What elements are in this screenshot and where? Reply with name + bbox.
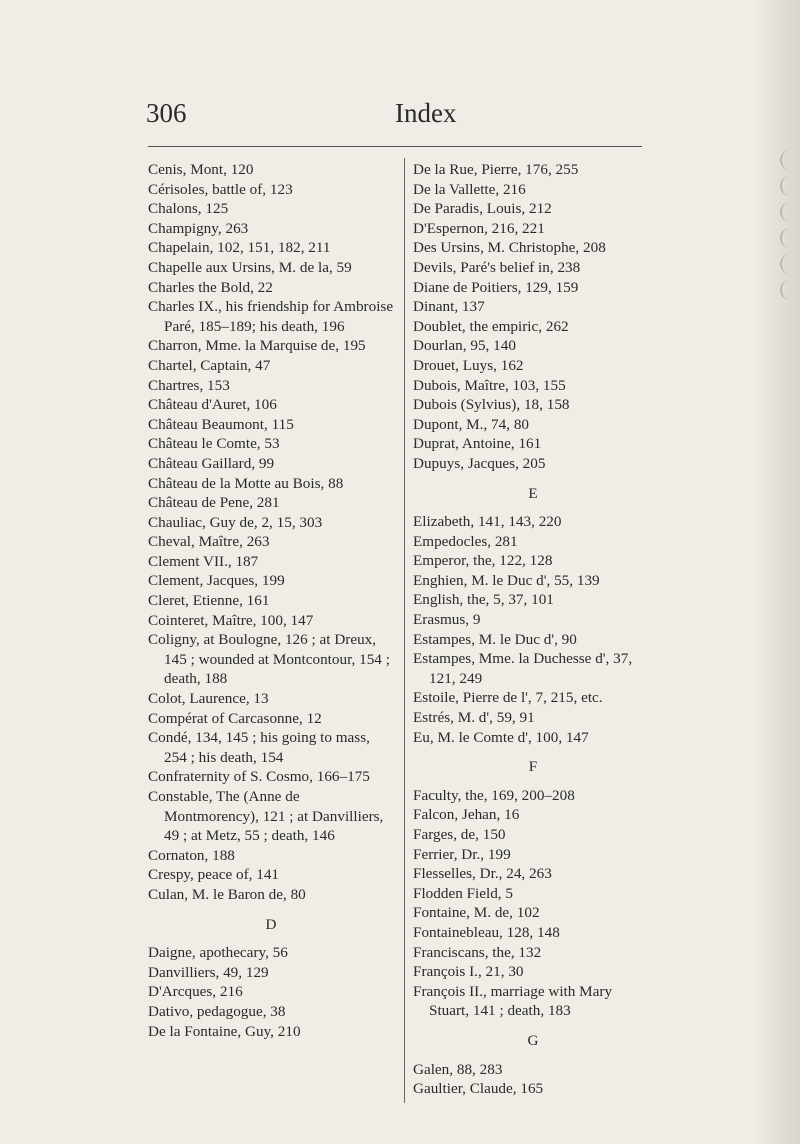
index-entry: Elizabeth, 141, 143, 220 <box>413 513 562 531</box>
index-entry: Drouet, Luys, 162 <box>413 356 524 374</box>
index-entry: Estampes, Mme. la Duchesse d', 37, 121, 249 <box>413 650 633 687</box>
index-entry: Falcon, Jehan, 16 <box>413 806 520 824</box>
index-entry: Crespy, peace of, 141 <box>148 866 280 884</box>
entry-group-d-continued <box>413 160 653 474</box>
index-entry: Fontaine, M. de, 102 <box>413 904 540 922</box>
index-entry: Clement VII., 187 <box>148 552 259 570</box>
index-entry: Cornaton, 188 <box>148 846 235 864</box>
binding-mark <box>780 228 792 248</box>
index-entry: Clement, Jacques, 199 <box>148 572 285 590</box>
index-entry: D'Espernon, 216, 221 <box>413 219 545 237</box>
index-entry: Charles IX., his friendship for Ambroise Paré, 185–189; his death, 196 <box>148 298 394 335</box>
entry-group-c <box>148 160 394 905</box>
index-entry: Dupuys, Jacques, 205 <box>413 454 546 472</box>
index-entry: Cérisoles, battle of, 123 <box>148 180 293 198</box>
index-entry: Eu, M. le Comte d', 100, 147 <box>413 728 589 746</box>
entry-group-f <box>413 786 653 1021</box>
binding-mark <box>780 280 792 300</box>
index-entry: De la Vallette, 216 <box>413 180 526 198</box>
index-entry: Duprat, Antoine, 161 <box>413 435 542 453</box>
index-entry: Dourlan, 95, 140 <box>413 337 516 355</box>
index-entry: Galen, 88, 283 <box>413 1060 503 1078</box>
index-entry: Empedocles, 281 <box>413 532 518 550</box>
index-entry: Cointeret, Maître, 100, 147 <box>148 611 314 629</box>
index-entry: Culan, M. le Baron de, 80 <box>148 885 306 903</box>
header-rule <box>148 146 642 147</box>
index-entry: De Paradis, Louis, 212 <box>413 200 552 218</box>
index-entry: Flodden Field, 5 <box>413 884 513 902</box>
index-entry: Franciscans, the, 132 <box>413 943 542 961</box>
index-entry: English, the, 5, 37, 101 <box>413 591 554 609</box>
index-entry: Flesselles, Dr., 24, 263 <box>413 865 552 883</box>
index-entry: Dativo, pedagogue, 38 <box>148 1002 286 1020</box>
index-entry: Château de la Motte au Bois, 88 <box>148 474 344 492</box>
index-entry: Dubois (Sylvius), 18, 158 <box>413 396 570 414</box>
binding-mark <box>780 176 792 196</box>
index-entry: Ferrier, Dr., 199 <box>413 845 511 863</box>
binding-mark <box>780 150 792 170</box>
index-entry: De la Fontaine, Guy, 210 <box>148 1022 301 1040</box>
index-entry: Erasmus, 9 <box>413 611 481 629</box>
index-entry: Condé, 134, 145 ; his going to mass, 254 ; his death, 154 <box>148 729 370 766</box>
binding-mark <box>780 202 792 222</box>
index-entry: Danvilliers, 49, 129 <box>148 963 269 981</box>
index-entry: Farges, de, 150 <box>413 826 506 843</box>
index-entry: Devils, Paré's belief in, 238 <box>413 258 581 276</box>
index-entry: Chapelain, 102, 151, 182, 211 <box>148 239 331 257</box>
index-entry: Chapelle aux Ursins, M. de la, 59 <box>148 258 352 276</box>
index-entry: Colot, Laurence, 13 <box>148 690 269 708</box>
section-letter-d: D <box>265 915 277 933</box>
index-entry: François II., marriage with Mary Stuart, 141 ; death, 183 <box>413 982 613 1020</box>
index-entry: Daigne, apothecary, 56 <box>148 944 288 962</box>
index-entry: Enghien, M. le Duc d', 55, 139 <box>413 571 600 589</box>
index-entry: Des Ursins, M. Christophe, 208 <box>413 239 606 257</box>
page-edge-shadow <box>752 0 800 1144</box>
index-entry: Chartres, 153 <box>148 376 230 394</box>
section-letter-g: G <box>527 1031 539 1049</box>
section-letter-e: E <box>528 484 538 502</box>
index-entry: Constable, The (Anne de Montmorency), 121 ; at Danvilliers, 49 ; at Metz, 55 ; death, 146 <box>148 788 384 845</box>
index-entry: Château de Pene, 281 <box>148 494 280 512</box>
index-entry: Chauliac, Guy de, 2, 15, 303 <box>148 513 323 531</box>
index-entry: Diane de Poitiers, 129, 159 <box>413 278 579 296</box>
index-entry: Compérat of Carcasonne, 12 <box>148 709 322 727</box>
index-entry: Dubois, Maître, 103, 155 <box>413 376 566 394</box>
index-entry: Estampes, M. le Duc d', 90 <box>413 630 577 648</box>
index-entry: Estrés, M. d', 59, 91 <box>413 709 535 727</box>
right-column <box>413 160 653 1099</box>
index-entry: Château Gaillard, 99 <box>148 454 275 472</box>
index-entry: Doublet, the empiric, 262 <box>413 317 569 335</box>
index-entry: Cenis, Mont, 120 <box>148 161 254 178</box>
index-entry: Charron, Mme. la Marquise de, 195 <box>148 337 366 355</box>
index-entry: Faculty, the, 169, 200–208 <box>413 786 575 804</box>
index-entry: Estoile, Pierre de l', 7, 215, etc. <box>413 689 603 707</box>
index-entry: Confraternity of S. Cosmo, 166–175 <box>148 768 370 786</box>
page-header <box>0 98 800 138</box>
running-title: Index <box>395 98 457 128</box>
index-entry: Château le Comte, 53 <box>148 435 280 453</box>
index-entry: Fontainebleau, 128, 148 <box>413 923 560 941</box>
index-entry: François I., 21, 30 <box>413 963 524 981</box>
index-entry: Gaultier, Claude, 165 <box>413 1080 544 1098</box>
index-entry: Dinant, 137 <box>413 298 485 316</box>
index-entry: D'Arcques, 216 <box>148 983 243 1001</box>
index-entry: Château d'Auret, 106 <box>148 396 277 414</box>
section-letter-f: F <box>528 758 538 776</box>
entry-group-g <box>413 1060 653 1099</box>
index-entry: Cheval, Maître, 263 <box>148 533 270 551</box>
index-entry: Champigny, 263 <box>148 219 249 237</box>
index-entry: Dupont, M., 74, 80 <box>413 415 530 433</box>
index-entry: Coligny, at Boulogne, 126 ; at Dreux, 145 ; wounded at Montcontour, 154 ; death, 188 <box>148 631 390 688</box>
index-entry: Château Beaumont, 115 <box>148 415 294 433</box>
binding-mark <box>780 254 792 274</box>
left-column <box>148 160 394 1041</box>
index-entry: Chartel, Captain, 47 <box>148 356 271 374</box>
index-entry: De la Rue, Pierre, 176, 255 <box>413 161 579 178</box>
column-divider <box>404 158 405 1103</box>
index-entry: Cleret, Etienne, 161 <box>148 592 270 610</box>
entry-group-e <box>413 512 653 747</box>
index-entry: Charles the Bold, 22 <box>148 278 273 296</box>
index-entry: Chalons, 125 <box>148 200 229 218</box>
index-entry: Emperor, the, 122, 128 <box>413 552 553 570</box>
entry-group-d <box>148 943 394 1041</box>
page-number: 306 <box>146 98 187 128</box>
